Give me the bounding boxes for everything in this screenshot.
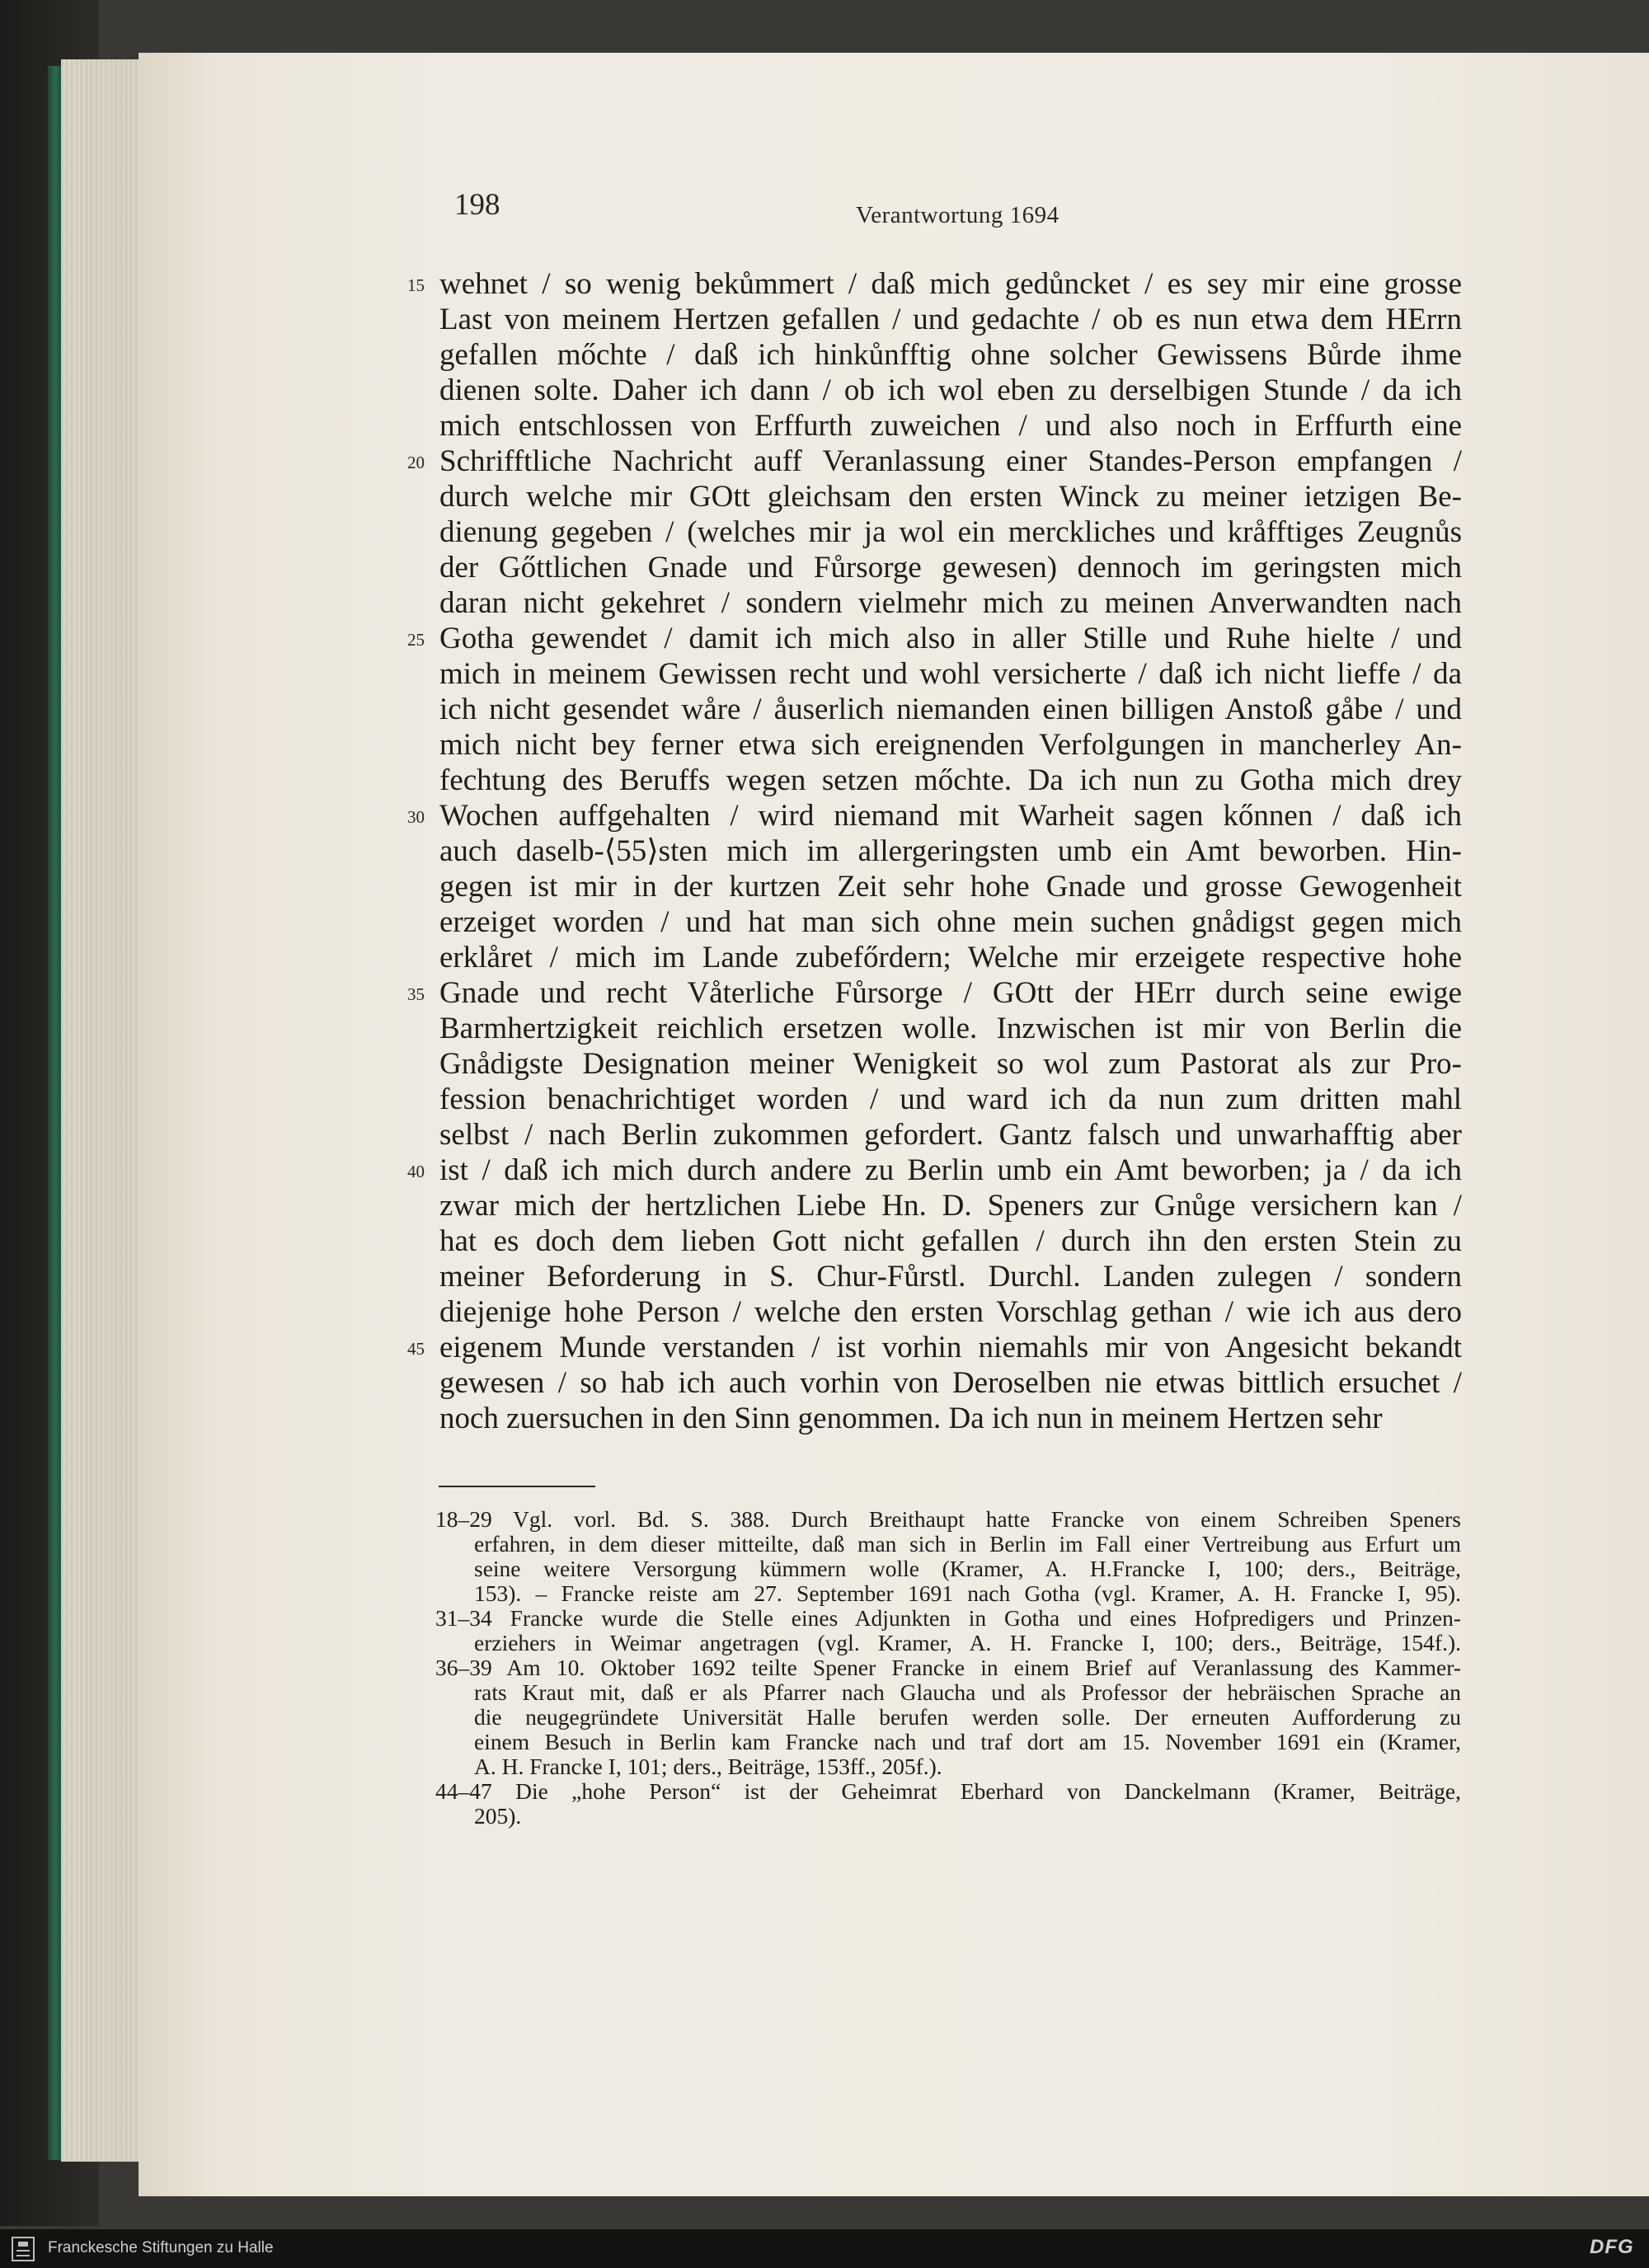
text-line: Gnade und recht Våterliche Fůrsorge / GOtt der HErr durch seine ewige bbox=[439, 976, 1462, 1010]
footnote-line: 18–29 Vgl. vorl. Bd. S. 388. Durch Breithaupt hatte Francke von einem Schreiben Speners bbox=[435, 1506, 1461, 1532]
line-number: 45 bbox=[407, 1339, 425, 1359]
text-line: fechtung des Beruffs wegen setzen mőchte. Da ich nun zu Gotha mich drey bbox=[439, 763, 1462, 797]
line-number: 15 bbox=[407, 275, 425, 295]
text-line: selbst / nach Berlin zukommen gefordert. Gantz falsch und unwarhafftig aber bbox=[439, 1118, 1462, 1152]
text-line: mich nicht bey ferner etwa sich ereignenden Verfolgungen in mancherley An- bbox=[439, 728, 1462, 762]
text-line: erzeiget worden / und hat man sich ohne mein suchen gnådigst gegen mich bbox=[439, 905, 1462, 939]
line-number: 30 bbox=[407, 807, 425, 827]
dfg-logo: DFG bbox=[1590, 2236, 1634, 2258]
text-line: diejenige hohe Person / welche den ersten Vorschlag gethan / wie ich aus dero bbox=[439, 1295, 1462, 1329]
institution-logo-icon bbox=[12, 2237, 35, 2261]
text-line: erklåret / mich im Lande zubefőrdern; Welche mir erzeigete respective hohe bbox=[439, 941, 1462, 974]
footnote-line: die neugegründete Universität Halle berufen werden solle. Der erneuten Aufforderung zu bbox=[474, 1704, 1461, 1730]
footnote-line: 205). bbox=[474, 1803, 522, 1829]
text-line: der Gőttlichen Gnade und Fůrsorge gewesen) dennoch im geringsten mich bbox=[439, 551, 1462, 585]
text-line: ist / daß ich mich durch andere zu Berlin umb ein Amt beworben; ja / da ich bbox=[439, 1153, 1462, 1187]
text-line: mich entschlossen von Erffurth zuweichen / und also noch in Erffurth eine bbox=[439, 409, 1462, 443]
line-number: 40 bbox=[407, 1162, 425, 1181]
text-line: Barmhertzigkeit reichlich ersetzen wolle. Inzwischen ist mir von Berlin die bbox=[439, 1012, 1462, 1045]
text-line: Gnådigste Designation meiner Wenigkeit so wol zum Pastorat als zur Pro- bbox=[439, 1047, 1462, 1081]
text-line: daran nicht gekehret / sondern vielmehr mich zu meinen Anverwandten nach bbox=[439, 586, 1462, 620]
text-line: fession benachrichtiget worden / und ward ich da nun zum dritten mahl bbox=[439, 1082, 1462, 1116]
text-line: mich in meinem Gewissen recht und wohl versicherte / daß ich nicht lieffe / da bbox=[439, 657, 1462, 691]
text-line: noch zuersuchen in den Sinn genommen. Da ich nun in meinem Hertzen sehr bbox=[439, 1402, 1383, 1435]
text-line: gefallen mőchte / daß ich hinkůnfftig ohne solcher Gewissens Bůrde ihme bbox=[439, 338, 1462, 372]
footnote-line: 31–34 Francke wurde die Stelle eines Adjunkten in Gotha und eines Hofpredigers und Prinzen- bbox=[435, 1605, 1461, 1631]
text-line: dienung gegeben / (welches mir ja wol ein merckliches und kråfftiges Zeugnůs bbox=[439, 515, 1462, 549]
text-line: wehnet / so wenig bekůmmert / daß mich gedůncket / es sey mir eine grosse bbox=[439, 267, 1462, 301]
text-line: meiner Beforderung in S. Chur-Fůrstl. Durchl. Landen zulegen / sondern bbox=[439, 1260, 1462, 1294]
footnote-line: 44–47 Die „hohe Person“ ist der Geheimrat Eberhard von Danckelmann (Kramer, Beiträge, bbox=[435, 1778, 1461, 1804]
text-line: Wochen auffgehalten / wird niemand mit Warheit sagen kőnnen / daß ich bbox=[439, 799, 1462, 833]
footnote-line: 36–39 Am 10. Oktober 1692 teilte Spener Francke in einem Brief auf Veranlassung des Kammer- bbox=[435, 1655, 1461, 1680]
text-line: hat es doch dem lieben Gott nicht gefallen / durch ihn den ersten Stein zu bbox=[439, 1224, 1462, 1258]
text-line: Schrifftliche Nachricht auff Veranlassung einer Standes-Person empfangen / bbox=[439, 444, 1462, 478]
footnote-line: seine weitere Versorgung kümmern wolle (Kramer, A. H.Francke I, 100; ders., Beiträge, bbox=[474, 1556, 1461, 1581]
text-line: auch daselb-⟨55⟩sten mich im allergeringsten umb ein Amt beworben. Hin- bbox=[439, 834, 1462, 868]
footnote-line: A. H. Francke I, 101; ders., Beiträge, 153ff., 205f.). bbox=[474, 1754, 942, 1779]
page-number: 198 bbox=[454, 188, 500, 222]
text-line: ich nicht gesendet wåre / åuserlich niemanden einen billigen Anstoß gåbe / und bbox=[439, 693, 1462, 726]
institution-name: Franckesche Stiftungen zu Halle bbox=[48, 2239, 274, 2256]
footnote-line: erziehers in Weimar angetragen (vgl. Kramer, A. H. Francke I, 100; ders., Beiträge, 154f.). bbox=[474, 1630, 1461, 1655]
running-head: Verantwortung 1694 bbox=[856, 202, 1059, 228]
footnote-line: erfahren, in dem dieser mitteilte, daß man sich in Berlin im Fall einer Vertreibung aus Erfurt um bbox=[474, 1531, 1461, 1557]
line-number: 25 bbox=[407, 630, 425, 650]
text-line: eigenem Munde verstanden / ist vorhin niemahls mir von Angesicht bekandt bbox=[439, 1331, 1462, 1364]
text-line: dienen solte. Daher ich dann / ob ich wol eben zu derselbigen Stunde / da ich bbox=[439, 373, 1462, 407]
text-line: Gotha gewendet / damit ich mich also in aller Stille und Ruhe hielte / und bbox=[439, 622, 1462, 655]
footnote-line: rats Kraut mit, daß er als Pfarrer nach Glaucha und als Professor der hebräischen Sprache an bbox=[474, 1679, 1461, 1705]
text-line: gewesen / so hab ich auch vorhin von Deroselben nie etwas bittlich ersuchet / bbox=[439, 1366, 1462, 1400]
text-line: gegen ist mir in der kurtzen Zeit sehr hohe Gnade und grosse Gewogenheit bbox=[439, 870, 1462, 904]
text-line: durch welche mir GOtt gleichsam den ersten Winck zu meiner ietzigen Be- bbox=[439, 480, 1462, 514]
footnote-rule bbox=[439, 1486, 595, 1487]
footnote-line: einem Besuch in Berlin kam Francke nach und traf dort am 15. November 1691 ein (Kramer, bbox=[474, 1729, 1461, 1754]
text-line: Last von meinem Hertzen gefallen / und gedachte / ob es nun etwa dem HErrn bbox=[439, 303, 1462, 336]
footnote-line: 153). – Francke reiste am 27. September 1691 nach Gotha (vgl. Kramer, A. H. Francke I, 95). bbox=[474, 1580, 1461, 1606]
line-number: 20 bbox=[407, 453, 425, 472]
text-line: zwar mich der hertzlichen Liebe Hn. D. Speners zur Gnůge versichern kan / bbox=[439, 1189, 1462, 1223]
line-number: 35 bbox=[407, 984, 425, 1004]
